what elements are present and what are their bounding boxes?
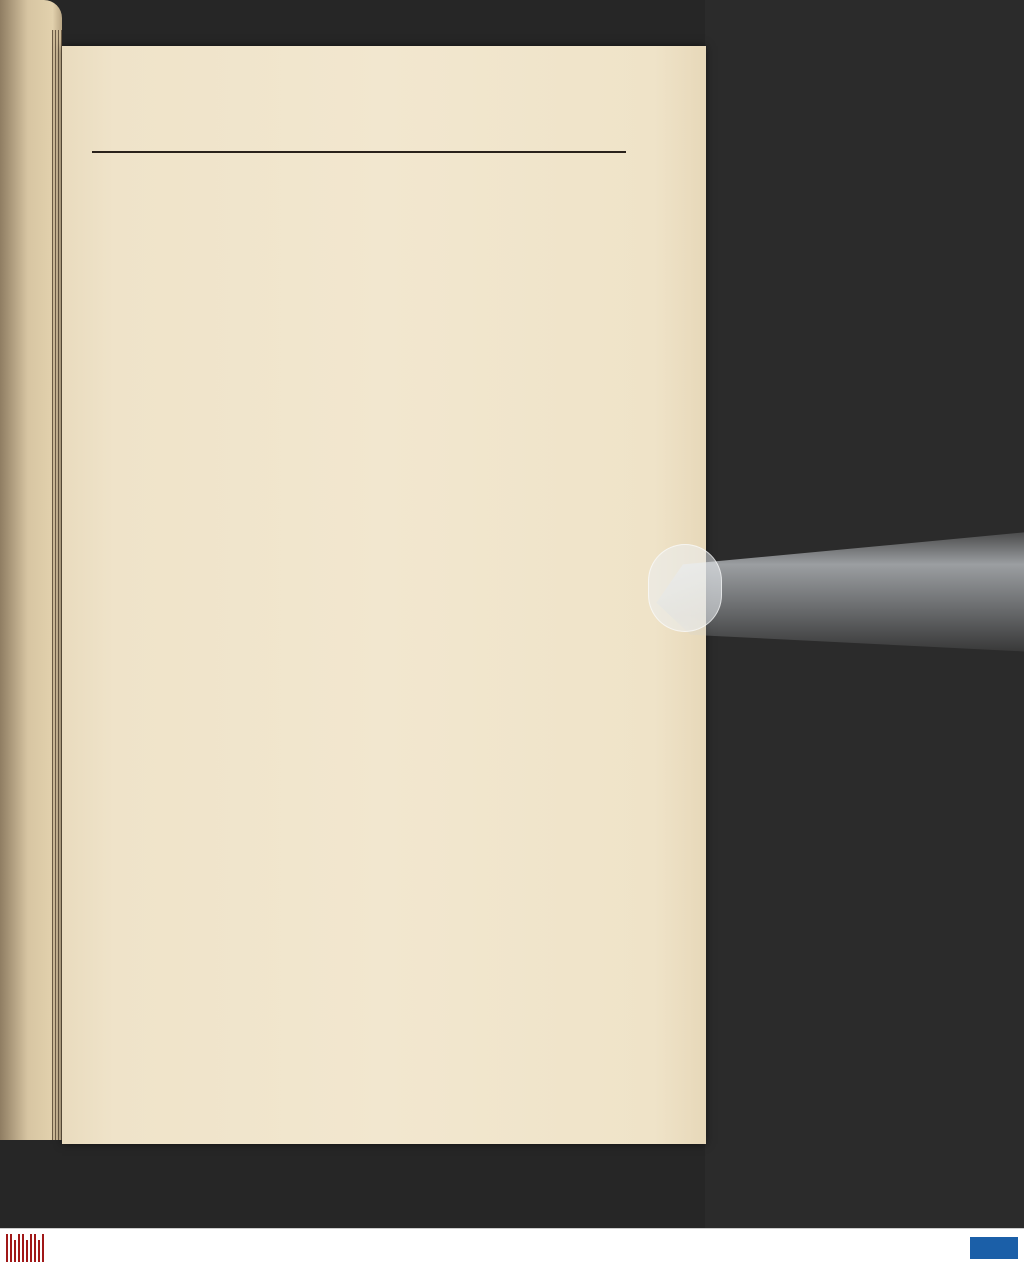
light-glare-highlight — [648, 544, 722, 632]
footer-bar — [0, 1228, 1024, 1267]
drop-cap — [92, 422, 142, 478]
running-head — [240, 118, 625, 144]
hab-logo-icon[interactable] — [6, 1234, 46, 1262]
dfg-logo-icon[interactable] — [970, 1237, 1018, 1259]
page-footer — [436, 1016, 626, 1042]
page-edges — [52, 30, 62, 1140]
header-rule — [92, 151, 626, 153]
book-page — [62, 46, 706, 1144]
